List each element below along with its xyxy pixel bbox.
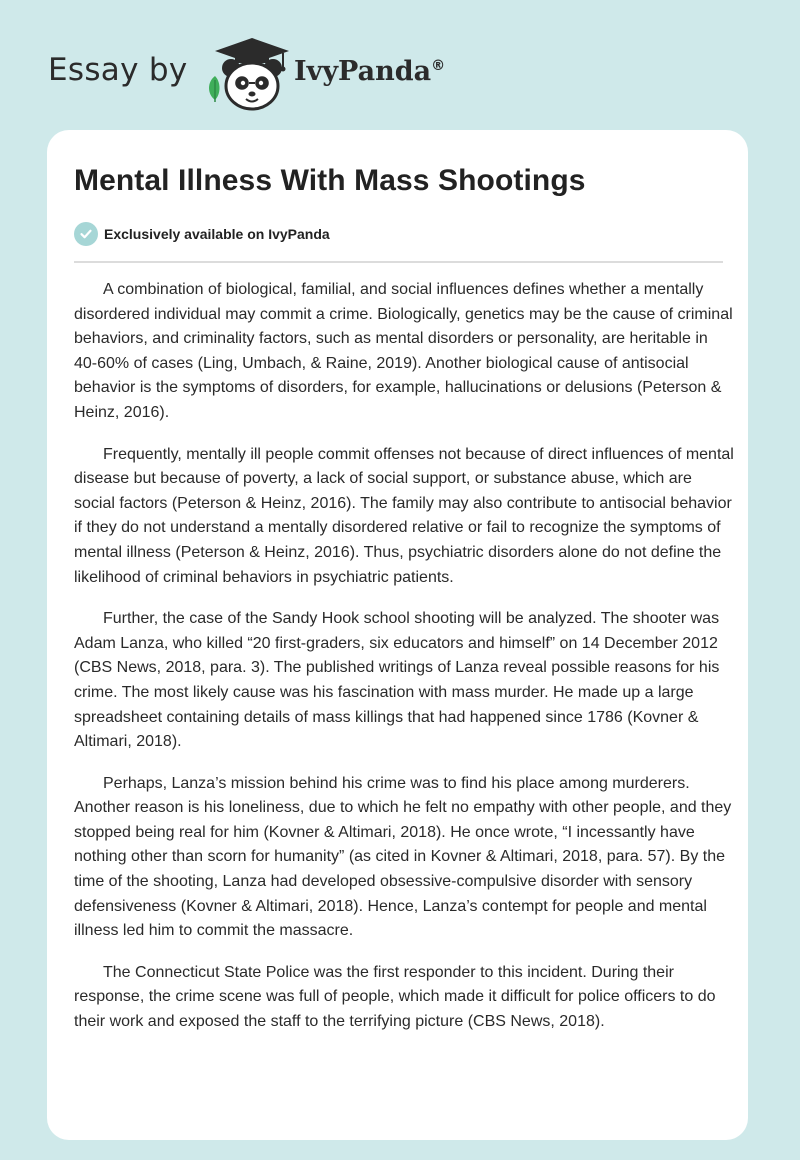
divider	[74, 261, 723, 263]
exclusive-label: Exclusively available on IvyPanda	[104, 226, 330, 242]
registered-mark: ®	[431, 58, 446, 74]
check-circle-icon	[74, 222, 98, 246]
exclusive-badge	[74, 222, 330, 246]
paragraph: The Connecticut State Police was the first responder to this incident. During their response, the crime scene was full of people, which made it difficult for police officers to do their work and exposed the staff to the terrifying picture (CBS News, 2018).	[74, 963, 716, 1031]
brand-name	[294, 56, 445, 87]
paragraph: Perhaps, Lanza’s mission behind his crime was to find his place among murderers. Another reason is his loneliness, due to which he felt no empathy with other people, and they stopped being real for him (Kovner & Altimari, 2018). He once wrote, “I incessantly have nothing other than scorn for humanity” (as cited in Kovner & Altimari, 2018, para. 57). By the time of the shooting, Lanza had developed obsessive-compulsive disorder with sensory defensiveness (Kovner & Altimari, 2018). Hence, Lanza’s contempt for people and mental illness led him to commit the massacre.	[74, 774, 732, 940]
panda-graduate-logo-icon[interactable]	[203, 36, 295, 114]
site-header	[48, 30, 488, 110]
essay-card	[47, 130, 748, 1140]
paragraph: Frequently, mentally ill people commit offenses not because of direct influences of mental disease but because of poverty, a lack of social support, or substance abuse, which are social factors (Peterson & Heinz, 2016). The family may also contribute to antisocial behavior if they do not understand a mentally disordered relative or fail to recognize the symptoms of mental illness (Peterson & Heinz, 2016). Thus, psychiatric disorders alone do not define the likelihood of criminal behaviors in psychiatric patients.	[74, 445, 734, 586]
brand-text: IvyPanda	[294, 56, 432, 87]
essay-body	[74, 278, 734, 1052]
essay-by-label: Essay by	[48, 52, 188, 88]
paragraph: Further, the case of the Sandy Hook school shooting will be analyzed. The shooter was Adam Lanza, who killed “20 first-graders, six educators and himself” on 14 December 2012 (CBS News, 2018, para. 3). The published writings of Lanza reveal possible reasons for his crime. The most likely cause was his fascination with mass murder. He made up a large spreadsheet containing details of mass killings that had happened since 1786 (Kovner & Altimari, 2018).	[74, 610, 720, 751]
paragraph: A combination of biological, familial, and social influences defines whether a mentally disordered individual may commit a crime. Biologically, genetics may be the cause of criminal behaviors, and criminality factors, such as mental disorders or personality, are heritable in 40-60% of cases (Ling, Umbach, & Raine, 2019). Another biological cause of antisocial behavior is the symptoms of disorders, for example, hallucinations or delusions (Peterson & Heinz, 2016).	[74, 281, 733, 421]
page-title: Mental Illness With Mass Shootings	[74, 164, 586, 197]
